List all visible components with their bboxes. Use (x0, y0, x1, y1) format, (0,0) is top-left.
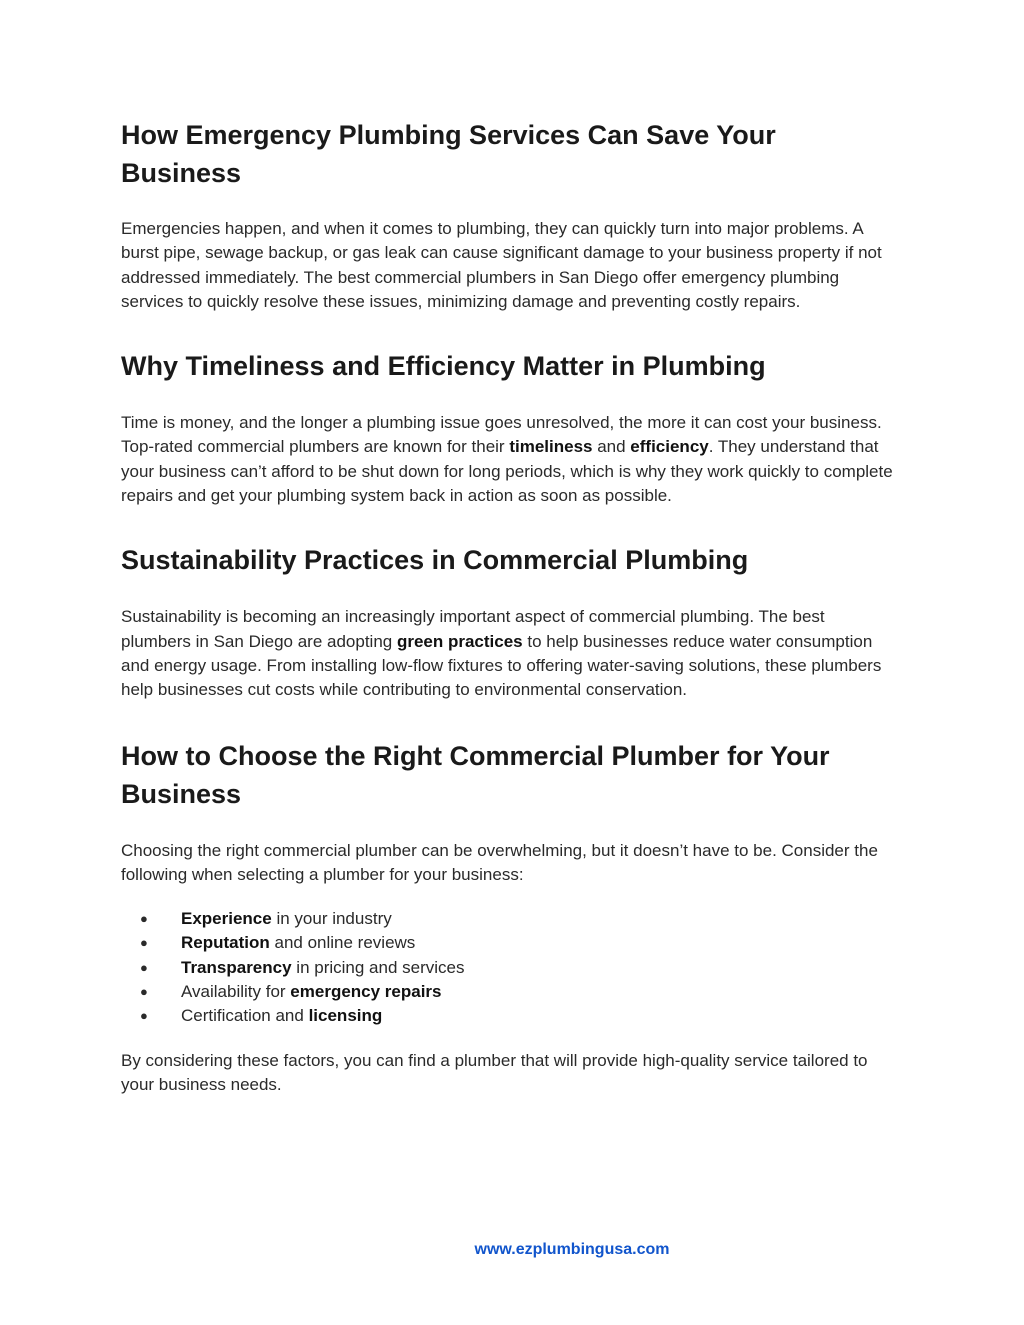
text-run: Availability for (181, 982, 291, 1002)
list-item (121, 1004, 896, 1028)
bold-licensing: licensing (308, 1006, 383, 1026)
text-run: Time is money, and the longer a plumbing issue goes unresolved, the more it can cost your business. Top-rated commercial plumbers are known for their (121, 413, 882, 457)
list-item (121, 956, 896, 980)
bold-efficiency: efficiency (630, 437, 709, 457)
heading-choose-plumber: How to Choose the Right Commercial Plumber for Your Business (121, 740, 830, 809)
heading-timeliness-efficiency: Why Timeliness and Efficiency Matter in Plumbing (121, 351, 766, 382)
bullet-icon: ● (140, 1008, 148, 1024)
bold-transparency: Transparency (181, 957, 292, 977)
bold-emergency-repairs: emergency repairs (290, 982, 442, 1002)
paragraph-sustainability (121, 605, 896, 702)
bold-experience: Experience (181, 909, 272, 929)
list-item (121, 907, 896, 931)
text-run: . They understand that your business can’t afford to be shut down for long periods, which is why they work quickly to complete repairs and get your plumbing system back in action as soon as possible. (121, 437, 893, 506)
paragraph-closing: By considering these factors, you can find a plumber that will provide high-quality service tailored to your business needs. (121, 1050, 868, 1094)
bullet-icon: ● (140, 911, 148, 927)
bold-timeliness: timeliness (509, 437, 593, 457)
text-run: and (592, 437, 631, 457)
text-run: Sustainability is becoming an increasingly important aspect of commercial plumbing. The best plumbers in San Diego are adopting (121, 607, 825, 651)
factors-list (121, 907, 896, 1028)
text-run: to help businesses reduce water consumption and energy usage. From installing low-flow fixtures to offering water-saving solutions, these plumbers help businesses cut costs while contributing to environmental conservation. (121, 631, 882, 700)
bullet-icon: ● (140, 984, 148, 1000)
heading-emergency-plumbing: How Emergency Plumbing Services Can Save Your Business (121, 120, 776, 188)
paragraph-choose-plumber: Choosing the right commercial plumber can be overwhelming, but it doesn’t have to be. Consider the following when selecting a plumber for your business: (121, 840, 878, 884)
document-page (121, 116, 896, 1097)
website-link[interactable]: www.ezplumbingusa.com (474, 1241, 670, 1258)
bullet-icon: ● (140, 959, 148, 975)
bold-reputation: Reputation (181, 933, 270, 953)
text-run: Certification and (181, 1006, 309, 1026)
bold-green-practices: green practices (396, 631, 523, 651)
list-item (121, 931, 896, 955)
heading-sustainability: Sustainability Practices in Commercial Plumbing (121, 545, 749, 576)
text-run: in pricing and services (291, 957, 465, 977)
paragraph-timeliness-efficiency (121, 411, 896, 508)
text-run: in your industry (271, 909, 392, 929)
bullet-icon: ● (140, 935, 148, 951)
text-run: and online reviews (269, 933, 416, 953)
list-item (121, 980, 896, 1004)
paragraph-emergency-plumbing: Emergencies happen, and when it comes to plumbing, they can quickly turn into major problems. A burst pipe, sewage backup, or gas leak can cause significant damage to your business property if not addressed immediately. The best commercial plumbers in San Diego offer emergency plumbing services to quickly resolve these issues, minimizing damage and preventing costly repairs. (121, 219, 882, 311)
